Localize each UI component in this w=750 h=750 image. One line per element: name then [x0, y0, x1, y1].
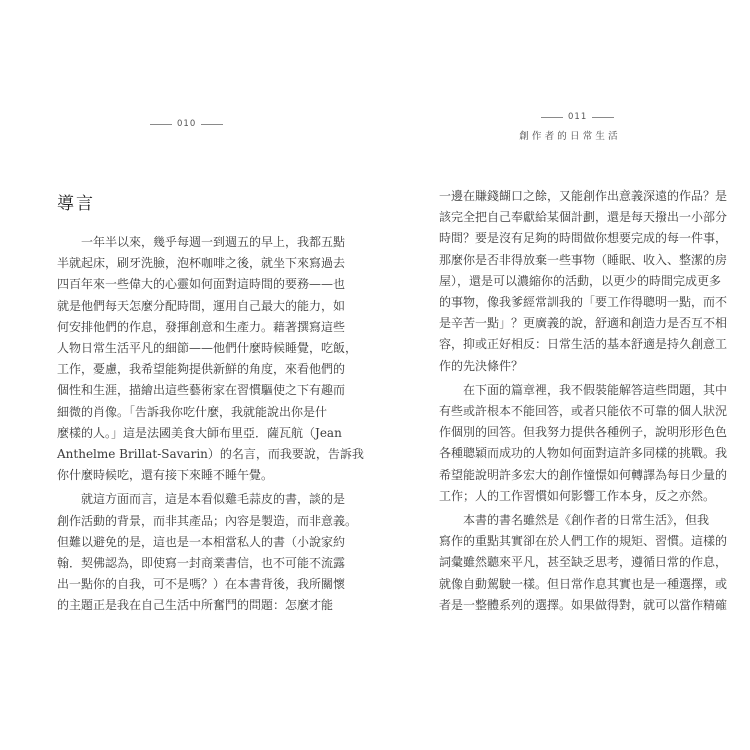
text-line: 該完全把自己奉獻給某個計劃，還是每天撥出一小部分: [439, 210, 728, 225]
text-line: 希望能說明許多宏大的創作憧憬如何轉譯為每日少量的: [439, 467, 728, 482]
text-line: 有些或許根本不能回答，或者只能依不可靠的個人狀況: [439, 404, 728, 419]
text-line: Anthelme Brillat-Savarin）的名言，而我要說，告訴我: [57, 447, 364, 462]
folio-number: 010: [177, 119, 197, 129]
text-line: 工作，憂慮，我希望能夠提供新鮮的角度，來看他們的: [57, 362, 346, 377]
text-line: 麼樣的人。」這是法國美食大師布里亞．薩瓦航（Jean: [57, 425, 342, 440]
text-line: 但難以避免的是，這也是一本相當私人的書（小說家約: [57, 534, 346, 549]
paragraph: [439, 510, 728, 616]
text-line: 就是他們每天怎麼分配時間，運用自己最大的能力，如: [57, 298, 346, 313]
text-line: 細微的肖像。「告訴我你吃什麼，我就能說出你是什: [57, 404, 328, 419]
text-line: 工作；人的工作習慣如何影響工作本身，反之亦然。: [439, 488, 716, 503]
text-line: 作個別的回答。但我努力提供各種例子，說明形形色色: [439, 425, 728, 440]
running-head: 創作者的日常生活: [519, 131, 621, 142]
left-body-text: [57, 232, 364, 620]
text-line: 創作活動的背景，而非其產品；內容是製造，而非意義。: [57, 513, 358, 528]
paragraph: [439, 380, 728, 507]
text-line: 人物日常生活平凡的細節——他們什麼時候睡覺，吃飯，: [57, 341, 358, 356]
paragraph: [57, 232, 364, 486]
right-page-number: [541, 112, 614, 122]
text-line: 本書的書名雖然是《創作者的日常生活》，但我: [439, 513, 710, 528]
text-line: 容，抑或正好相反：日常生活的基本舒適是持久創意工: [439, 337, 728, 352]
text-line: 的主題正是我在自己生活中所奮鬥的問題：怎麼才能: [57, 598, 334, 613]
text-line: 個性和生涯，描繪出這些藝術家在習慣驅使之下有趣而: [57, 383, 346, 398]
text-line: 寫作的重點其實卻在於人們工作的規矩、習慣。這樣的: [439, 534, 728, 549]
paragraph: [57, 489, 358, 616]
folio-number: 011: [568, 112, 588, 122]
folio-rule-left: [150, 124, 172, 125]
text-line: 作的先決條件？: [439, 358, 524, 373]
text-line: 出一點你的自我，可不是嗎？）在本書背後，我所關懷: [57, 577, 346, 592]
text-line: 在下面的篇章裡，我不假裝能解答這些問題，其中: [439, 382, 728, 397]
text-line: 翰．契佛認為，即使寫一封商業書信，也不可能不流露: [57, 556, 346, 571]
text-line: 時間？要是沒有足夠的時間做你想要完成的每一件事，: [439, 231, 728, 246]
left-page-number: [150, 119, 223, 129]
text-line: 是辛苦一點」？更廣義的說，舒適和創造力是否互不相: [439, 316, 728, 331]
right-body-text: [439, 186, 728, 619]
folio-rule-left: [541, 117, 563, 118]
text-line: 者是一整體系列的選擇。如果做得對，就可以當作精確: [439, 597, 728, 612]
chapter-title: 導言: [57, 194, 95, 214]
text-line: 各種聰穎而成功的人物如何面對這許多同樣的挑戰。我: [439, 446, 728, 461]
text-line: 半就起床，刷牙洗臉，泡杯咖啡之後，就坐下來寫過去: [57, 256, 346, 271]
text-line: 詞彙雖然聽來平凡，甚至缺乏思考，遵循日常的作息，: [439, 555, 728, 570]
text-line: 的事物，像我爹經常訓我的「要工作得聰明一點，而不: [439, 295, 728, 310]
text-line: 屋），還是可以濃縮你的活動，以更少的時間完成更多: [439, 273, 722, 288]
text-line: 那麼你是否非得放棄一些事物（睡眠、收入、整潔的房: [439, 252, 728, 267]
text-line: 就這方面而言，這是本看似雞毛蒜皮的書，談的是: [57, 492, 346, 507]
text-line: 就像自動駕駛一樣。但日常作息其實也是一種選擇，或: [439, 576, 728, 591]
folio-rule-right: [201, 124, 223, 125]
folio-rule-right: [592, 117, 614, 118]
text-line: 一邊在賺錢餬口之餘，又能創作出意義深遠的作品？是: [439, 189, 728, 203]
right-page: [375, 0, 750, 750]
paragraph: [439, 186, 728, 377]
text-line: 何安排他們的作息，發揮創意和生產力。藉著撰寫這些: [57, 319, 346, 334]
text-line: 一年半以來，幾乎每週一到週五的早上，我都五點: [57, 235, 346, 249]
text-line: 你什麼時候吃，還有接下來睡不睡午覺。: [57, 468, 274, 483]
text-line: 四百年來一些偉大的心靈如何面對這時間的要務——也: [57, 277, 346, 292]
